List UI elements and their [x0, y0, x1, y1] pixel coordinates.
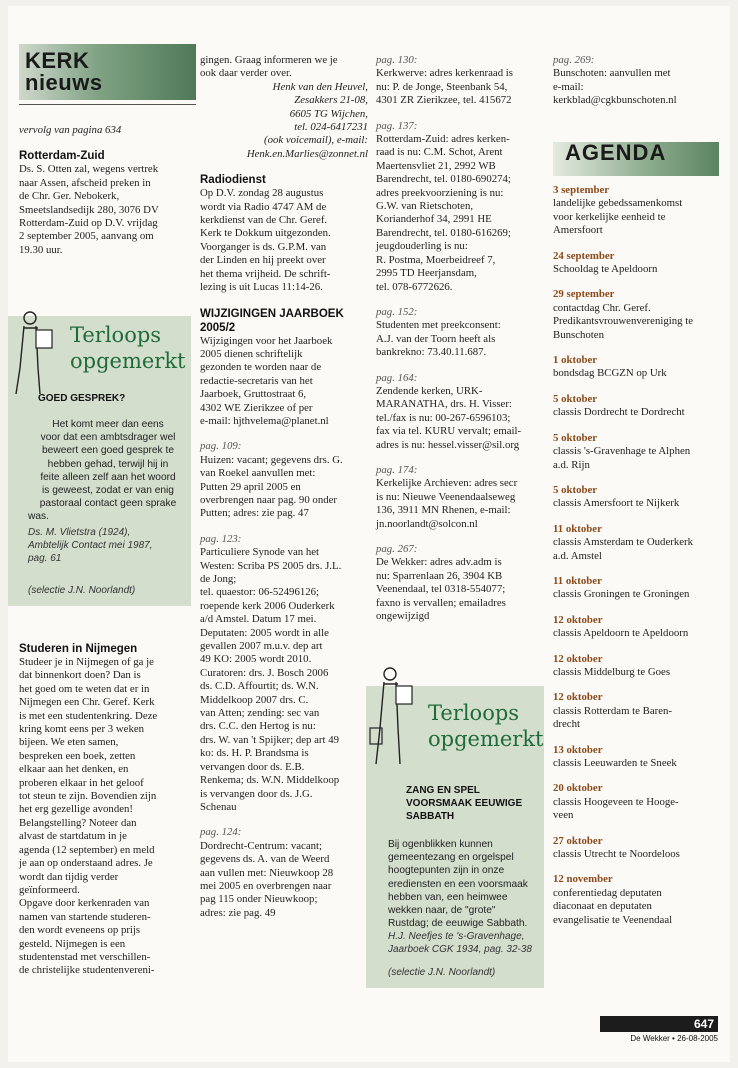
text-line: namen van startende studeren- — [19, 910, 151, 923]
entry-page-ref: pag. 124: — [200, 826, 242, 839]
text-line: Voorganger is ds. G.P.M. van — [200, 240, 327, 253]
agenda-description: evangelisatie te Veenendaal — [553, 913, 673, 926]
publication-info: De Wekker • 26-08-2005 — [630, 1034, 718, 1043]
agenda-description: voor kerkelijke eenheid te — [553, 210, 666, 223]
text-line: alvast de startdatum in je — [19, 830, 127, 843]
text-line: is met een studentenkring. Deze — [19, 709, 158, 722]
agenda-description: Predikantsvrouwenvereniging te — [553, 315, 694, 328]
sign-line: 6605 TG Wijchen, — [289, 107, 368, 120]
text-line: hoogtepunten zijn in onze — [388, 865, 505, 877]
text-line: Studeer je in Nijmegen of ga je — [19, 656, 154, 668]
text-line: jn.noorlandt@solcon.nl — [376, 517, 478, 530]
text-line: elkaar aan het denken, en — [19, 763, 129, 776]
text-line: hebben gehad, terwijl hij in — [47, 458, 169, 470]
agenda-date: 20 oktober — [553, 782, 603, 795]
text-line: de Chr. Ger. Nebokerk, — [19, 190, 120, 203]
agenda-description: classis Rotterdam te Baren- — [553, 704, 673, 717]
agenda-item — [553, 393, 721, 420]
text-line: beweert een goed gesprek te — [42, 445, 174, 457]
box2-selection: (selectie J.N. Noorlandt) — [388, 967, 496, 978]
text-line: raad is nu: C.M. Schot, Arent — [376, 146, 503, 159]
text-line: mei 2005 en overbrengen naar — [200, 879, 332, 892]
agenda-title: AGENDA — [565, 140, 667, 165]
text-line: gevallen 2007 m.u.v. dep art — [200, 640, 323, 653]
text-line: Studenten met preekconsent: — [376, 319, 501, 332]
text-line: tel. quaestor: 06-52496126; — [200, 586, 320, 599]
rotterdam-text — [19, 163, 191, 257]
text-line: Putten; adres: zie pag. 47 — [200, 507, 309, 520]
agenda-description: classis Groningen te Groningen — [553, 588, 690, 601]
text-line: geïnformeerd. — [19, 883, 80, 896]
text-line: den wordt eveneens op prijs — [19, 924, 141, 937]
box2-text — [388, 838, 540, 956]
column-3 — [376, 54, 544, 623]
agenda-date: 27 oktober — [553, 834, 603, 847]
agenda-date: 1 oktober — [553, 354, 598, 367]
agenda-description: conferentiedag deputaten — [553, 886, 662, 899]
text-line: gegevens ds. A. van de Weerd — [200, 853, 330, 866]
text-line: Het komt meer dan eens — [52, 419, 164, 430]
terloops-box-1 — [8, 316, 191, 606]
text-line: pag 115 onder Nieuwkoop; — [200, 893, 318, 906]
text-line: 2 september 2005, aanvang om — [19, 230, 154, 243]
text-line: Kerkwerve: adres kerkenraad is — [376, 67, 513, 80]
agenda-description: veen — [553, 809, 574, 822]
text-line: drs. W. van 't Spijker; dep art 49 — [200, 733, 339, 746]
text-line: wekken naar, de "grote" — [388, 905, 496, 917]
agenda-description: classis Utrecht te Noordeloos — [553, 848, 680, 861]
agenda-date: 11 oktober — [553, 574, 602, 587]
agenda-description: classis Apeldoorn te Apeldoorn — [553, 627, 689, 640]
text-line: aan vullen met: Nieuwkoop 28 — [200, 866, 334, 879]
entry-page-ref: pag. 109: — [200, 440, 242, 453]
entry-page-ref: pag. 130: — [376, 54, 418, 66]
text-line: tot steun te zijn. Bovendien zijn — [19, 790, 157, 803]
radio-text — [200, 187, 368, 294]
text-line: Jaarboek, Gruttostraat 6, — [200, 388, 307, 401]
agenda-date: 5 oktober — [553, 431, 598, 444]
agenda-date: 11 oktober — [553, 522, 602, 535]
sign-line: tel. 024-6417231 — [294, 121, 368, 134]
agenda-item — [553, 653, 721, 680]
text-line: A.J. van der Toorn heeft als — [376, 332, 496, 345]
text-line: e-mail: — [553, 80, 584, 93]
text-line: Curatoren: drs. J. Bosch 2006 — [200, 666, 329, 679]
box2-heading — [406, 784, 522, 823]
text-line: is nu: Nieuwe Veenendaalseweg — [376, 490, 516, 503]
text-line: Zendende kerken, URK- — [376, 384, 483, 397]
text-line: e-mail: hjthvelema@planet.nl — [200, 414, 329, 427]
text-line: MARANATHA, drs. H. Visser: — [376, 398, 512, 411]
text-line: erediensten en een voorsmaak — [388, 878, 528, 890]
text-line: nu: Sparrenlaan 26, 3904 KB — [376, 569, 503, 582]
box1-title-line2: opgemerkt — [70, 349, 186, 373]
text-line: ko: ds. H. P. Brandsma is — [200, 747, 309, 760]
text-line: Dordrecht-Centrum: vacant; — [200, 839, 323, 852]
text-line: Korianderhof 34, 2991 HE — [376, 213, 492, 226]
text-line: studentenstad met verschillen- — [19, 950, 151, 963]
agenda-description: drecht — [553, 718, 580, 731]
box1-heading: GOED GESPREK? — [38, 393, 126, 404]
text-line: gesteld. Nijmegen is een — [19, 937, 126, 950]
agenda-date: 12 november — [553, 873, 613, 886]
text-line: de Jong; — [200, 573, 237, 585]
agenda-item — [553, 744, 721, 771]
agenda-item — [553, 691, 721, 731]
text-line: vervangen door ds. E.B. — [200, 760, 305, 773]
text-line: gemeentezang en orgelspel — [388, 852, 514, 864]
text-line: je aan op onderstaand adres. Je — [19, 857, 153, 870]
text-line: Westen: Scriba PS 2005 drs. J.L. — [200, 559, 342, 572]
text-line: was. — [28, 511, 49, 523]
entry-page-ref: pag. 152: — [376, 305, 418, 318]
heading-line: ZANG EN SPEL — [406, 785, 480, 796]
agenda-item — [553, 614, 721, 641]
author-line: H.J. Neefjes te 's-Gravenhage, — [388, 931, 525, 943]
rotterdam-heading: Rotterdam-Zuid — [19, 150, 105, 163]
agenda-item — [553, 250, 721, 277]
text-line: kerkdienst van de Chr. Geref. — [200, 214, 328, 227]
text-line: de christelijke studentenvereni- — [19, 964, 155, 977]
agenda-item — [553, 782, 721, 822]
agenda-description: Amersfoort — [553, 224, 603, 237]
text-line: pastoraal contact geen sprake — [39, 498, 177, 510]
text-line: 2005 dienen schriftelijk — [200, 347, 303, 360]
text-line: lezing is uit Lucas 11:14-26. — [200, 281, 323, 294]
agenda-description: classis Amsterdam te Ouderkerk — [553, 536, 694, 549]
agenda-date: 29 september — [553, 288, 615, 301]
text-line: voor dat een ambtsdrager wel — [40, 432, 176, 444]
kerk-title-line2: nieuws — [25, 70, 103, 95]
text-line: R. Postma, Moerbeidreef 7, — [376, 253, 496, 266]
agenda-description: diaconaat en deputaten — [553, 900, 652, 913]
agenda-date: 3 september — [553, 184, 610, 196]
agenda-date: 12 oktober — [553, 613, 603, 626]
text-line: Nijmegen een Chr. Geref. Kerk — [19, 696, 155, 709]
text-line: wordt dan tijdig verder — [19, 870, 119, 883]
author-line: pag. 61 — [28, 553, 62, 564]
text-line: drs. C.C. den Hertog is nu: — [200, 720, 316, 733]
agenda-description: a.d. Amstel — [553, 549, 602, 562]
text-line: gezonden te worden naar de — [200, 361, 322, 374]
jaarboek-text — [200, 335, 368, 429]
agenda-item — [553, 873, 721, 927]
jaarboek-heading: WIJZIGINGEN JAARBOEK — [200, 307, 344, 320]
agenda-description: landelijke gebedssamenkomst — [553, 197, 683, 210]
text-line: bespreken een boek, zetten — [19, 749, 136, 762]
text-line: fax via tel. KURU vervalt; email- — [376, 425, 522, 438]
text-line: adres is nu: hessel.visser@sil.org — [376, 438, 520, 451]
agenda-date: 13 oktober — [553, 743, 603, 756]
radio-heading: Radiodienst — [200, 174, 266, 187]
text-line: het goed om te weten dat er in — [19, 682, 150, 695]
text-line: Rotterdam-Zuid: adres kerken- — [376, 133, 510, 146]
text-line: Schenau — [200, 800, 237, 813]
page-number: 647 — [600, 1016, 718, 1032]
entry-page-ref: pag. 267: — [376, 543, 418, 555]
text-line: Kerk te Dokkum uitgezonden. — [200, 227, 331, 240]
text-line: kring komt eens per 3 weken — [19, 723, 145, 736]
agenda-logo — [553, 142, 719, 176]
entry-page-ref: pag. 269: — [553, 54, 595, 66]
continued-note: vervolg van pagina 634 — [19, 124, 122, 136]
text-line: De Wekker: adres adv.adm is — [376, 556, 502, 569]
signature — [200, 81, 368, 161]
column-2 — [200, 54, 368, 920]
agenda-item — [553, 288, 721, 342]
text-line: 4301 ZR Zierikzee, tel. 415672 — [376, 94, 512, 107]
text-line: 136, 3911 MN Rhenen, e-mail: — [376, 504, 511, 517]
text-line: hebben van, een heimwee — [388, 891, 508, 903]
text-line: faxno is vervallen; emailadres — [376, 596, 506, 609]
text-line: adres preekvoorziening is nu: — [376, 186, 504, 199]
agenda-date: 12 oktober — [553, 691, 603, 704]
author-line: Ds. M. Vlietstra (1924), — [28, 527, 131, 538]
agenda-description: classis 's-Gravenhage te Alphen — [553, 445, 691, 458]
text-line: 4302 WE Zierikzee of per — [200, 401, 313, 414]
agenda-list — [553, 184, 721, 939]
text-line: Middelkoop 2007 drs. C. — [200, 693, 309, 706]
text-line: van Roekel aanvullen met: — [200, 467, 316, 480]
text-line: der Linden en hij preekt over — [200, 254, 326, 267]
text-line: 49 KO: 2005 wordt 2010. — [200, 653, 312, 666]
agenda-item — [553, 354, 721, 381]
text-line: Rotterdam-Zuid op D.V. vrijdag — [19, 217, 158, 230]
text-line: is geweest, zodat er van enig — [42, 485, 174, 497]
heading-line: SABBATH — [406, 811, 455, 822]
text-line: dat binnenkort doen? Dan is — [19, 669, 141, 682]
text-line: Ds. S. Otten zal, wegens vertrek — [19, 163, 159, 176]
box2-title-line1: Terloops — [428, 701, 520, 725]
nijmegen-text — [19, 656, 194, 978]
text-line: tel./fax is nu: 00-267-6596103; — [376, 411, 511, 424]
text-line: wordt via Radio 4747 AM de — [200, 200, 327, 213]
text-line: proberen elkaar in het geloof — [19, 776, 144, 789]
text-line: is vervangen door ds. J.G. — [200, 787, 313, 800]
agenda-description: Bunschoten — [553, 328, 604, 341]
text-line: ongewijzigd — [376, 610, 430, 623]
text-line: 2995 TD Heerjansdam, — [376, 267, 477, 280]
text-line: Wijzigingen voor het Jaarboek — [200, 334, 333, 347]
nijmegen-heading: Studeren in Nijmegen — [19, 643, 138, 655]
text-line: tel. 078-6772626. — [376, 280, 453, 293]
text-line: roepende kerk 2006 Ouderkerk — [200, 599, 335, 612]
box2-title-line2: opgemerkt — [428, 727, 544, 751]
text-line: a/d Amstel. Datum 17 mei. — [200, 613, 317, 626]
text-line: 19.30 uur. — [19, 243, 63, 256]
sign-line: Henk.en.Marlies@zonnet.nl — [246, 147, 368, 160]
sign-line: Henk van den Heuvel, — [272, 80, 368, 93]
agenda-item — [553, 184, 721, 238]
text-line: G.W. van Rietschoten, — [376, 200, 474, 213]
reading-man-illustration — [368, 664, 420, 774]
text-line: overbrengen naar pag. 90 onder — [200, 493, 338, 506]
author-line: Ambtelijk Contact mei 1987, — [28, 540, 153, 551]
agenda-description: classis Dordrecht te Dordrecht — [553, 406, 685, 419]
text-line: feite alleen zelf aan het woord — [40, 471, 176, 483]
text-line: jeugdouderling is nu: — [376, 240, 468, 253]
agenda-description: classis Leeuwarden te Sneek — [553, 757, 677, 769]
agenda-item — [553, 523, 721, 563]
text-line: Deputaten: 2005 wordt in alle — [200, 626, 329, 639]
agenda-date: 5 oktober — [553, 392, 598, 405]
text-line: van Atten; zending: sec van — [200, 707, 320, 720]
agenda-item — [553, 575, 721, 602]
box1-text — [28, 418, 188, 524]
text-line: Rustdag; de eeuwige Sabbath. — [388, 918, 528, 930]
text-line: Smeetslandsedijk 280, 3076 DV — [19, 203, 159, 216]
text-line: het thema vrijheid. De schrift- — [200, 267, 331, 280]
text-line: Opgave door kerkenraden van — [19, 897, 150, 910]
entry-page-ref: pag. 123: — [200, 532, 242, 545]
agenda-description: classis Hoogeveen te Hooge- — [553, 795, 679, 808]
agenda-item — [553, 432, 721, 472]
text-line: bankrekno: 73.40.11.687. — [376, 346, 487, 359]
column-4 — [553, 54, 721, 926]
text-line: Putten 29 april 2005 en — [200, 480, 301, 493]
kerknieuws-logo — [19, 44, 196, 100]
agenda-date: 24 september — [553, 249, 615, 262]
agenda-date: 5 oktober — [553, 483, 598, 496]
text-line: adres: zie pag. 49 — [200, 906, 276, 919]
box1-author — [28, 526, 188, 565]
text-line: Barendrecht, tel. 0180-690274; — [376, 173, 511, 186]
text-line: Bunschoten: aanvullen met — [553, 67, 671, 80]
box1-title-line1: Terloops — [70, 323, 162, 347]
agenda-description: Schooldag te Apeldoorn — [553, 263, 658, 276]
sign-line: (ook voicemail), e-mail: — [263, 134, 368, 147]
entry-page-ref: pag. 174: — [376, 463, 418, 476]
text-line: Particuliere Synode van het — [200, 546, 320, 559]
agenda-description: classis Amersfoort te Nijkerk — [553, 497, 680, 510]
kerk-title-line1: KERK — [25, 48, 90, 73]
entry-page-ref: pag. 164: — [376, 371, 418, 384]
text-line: nu: P. de Jonge, Steenbank 54, — [376, 80, 508, 93]
agenda-description: a.d. Rijn — [553, 458, 590, 471]
text-line: Renkema; ds. W.N. Middelkoop — [200, 774, 340, 787]
terloops-box-2 — [366, 686, 544, 988]
agenda-description: contactdag Chr. Geref. — [553, 301, 651, 314]
text-line: redactie-secretaris van het — [200, 374, 313, 387]
text-line: Kerkelijke Archieven: adres secr — [376, 477, 518, 490]
text-line: ook daar verder over. — [200, 67, 292, 80]
agenda-item — [553, 484, 721, 511]
text-line: Veenendaal, tel 0318-554077; — [376, 583, 506, 596]
jaarboek-heading-year: 2005/2 — [200, 321, 236, 334]
text-line: Maertensvliet 21, 2992 WB — [376, 159, 496, 172]
text-line: agenda (12 september) en meld — [19, 843, 155, 856]
text-line: Op D.V. zondag 28 augustus — [200, 187, 324, 200]
text-line: ds. C.D. Affourtit; ds. W.N. — [200, 680, 319, 693]
text-line: Huizen: vacant; gegevens drs. G. — [200, 453, 343, 466]
agenda-item — [553, 835, 721, 862]
text-line: het erg gezellige avonden! — [19, 803, 134, 816]
entry-page-ref: pag. 137: — [376, 119, 418, 132]
agenda-description: bondsdag BCGZN op Urk — [553, 367, 667, 380]
reading-man-illustration — [8, 308, 56, 398]
page — [8, 6, 730, 1062]
agenda-date: 12 oktober — [553, 652, 603, 665]
heading-line: VOORSMAAK EEUWIGE — [406, 798, 523, 809]
text-line: kerkblad@cgkbunschoten.nl — [553, 94, 677, 107]
sign-line: Zesakkers 21-08, — [294, 94, 368, 107]
text-line: Bij ogenblikken kunnen — [388, 839, 493, 850]
box1-selection: (selectie J.N. Noorlandt) — [28, 585, 136, 596]
text-line: Barendrecht, tel. 0180-616269; — [376, 226, 511, 239]
text-line: Belangstelling? Noteer dan — [19, 816, 137, 829]
title-rule — [19, 104, 196, 105]
text-line: gingen. Graag informeren we je — [200, 54, 338, 66]
text-line: bijeen. We eten samen, — [19, 736, 119, 749]
text-line: naar Assen, afscheid preken in — [19, 176, 151, 189]
author-line: Jaarboek CGK 1934, pag. 32-38 — [388, 944, 532, 956]
agenda-description: classis Middelburg te Goes — [553, 665, 671, 678]
